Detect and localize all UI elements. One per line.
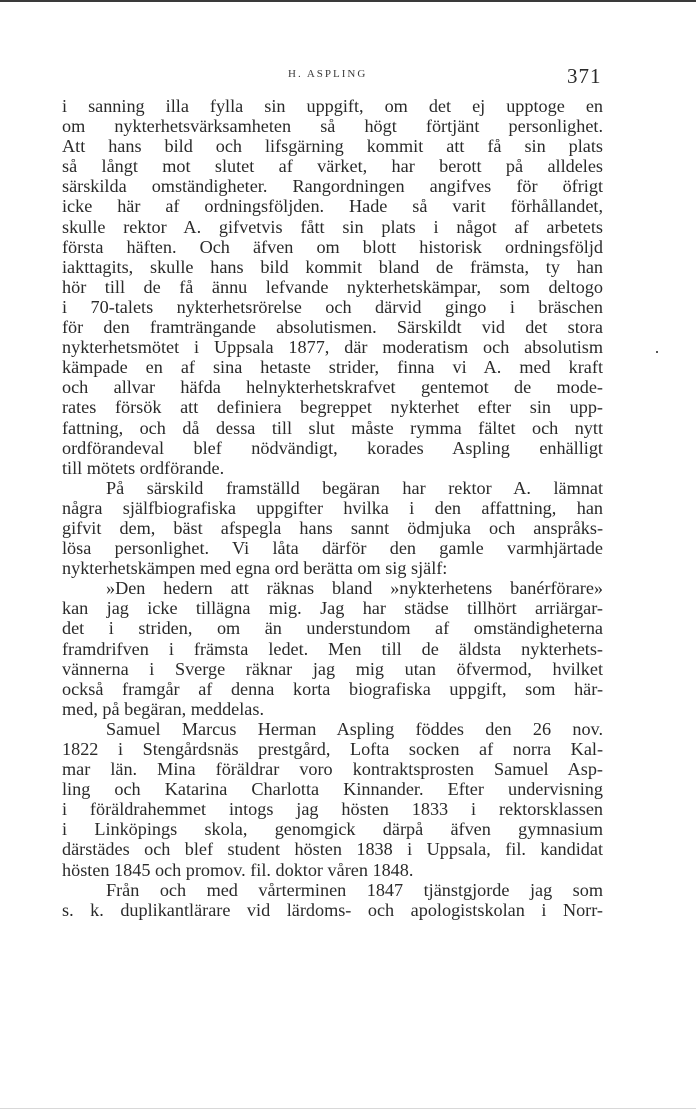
text-line: nykterhetsmötet i Uppsala 1877, där moderatism och absolutism (62, 337, 603, 358)
text-line: till mötets ordförande. (62, 457, 225, 478)
text-line: Från och med vårterminen 1847 tjänstgjorde jag som (106, 879, 603, 900)
text-line: mar län. Mina föräldrar voro kontraktsprosten Samuel Asp- (62, 759, 603, 780)
text-line: i sanning illa fylla sin uppgift, om det ej upptoge en (62, 96, 603, 116)
text-line: rates försök att definiera begreppet nykterhet efter sin upp- (62, 397, 603, 418)
text-line: hösten 1845 och promov. fil. doktor våren 1848. (62, 859, 414, 880)
text-line: kan jag icke tillägna mig. Jag har städse tillhört arriärgar- (62, 598, 603, 619)
text-line: i 70-talets nykterhetsrörelse och därvid gingo i bräschen (62, 296, 603, 317)
text-line: 1822 i Stengårdsnäs prestgård, Lofta socken af norra Kal- (62, 739, 603, 759)
page-number: 371 (567, 64, 602, 88)
text-line: i Linköpings skola, genomgick därpå äfven gymnasium (62, 819, 603, 840)
text-line: Samuel Marcus Herman Aspling föddes den 26 nov. (106, 718, 603, 739)
text-line: också framgår af denna korta biografiska uppgift, som här- (62, 678, 603, 699)
text-line: några själfbiografiska uppgifter hvilka i den affattning, han (62, 497, 603, 518)
text-line: framdrifven i främsta ledet. Men till de äldsta nykterhets- (62, 638, 603, 659)
text-line: gifvit dem, bäst afspegla hans sannt ödmjuka och anspråks- (62, 517, 603, 538)
top-edge-rule (0, 0, 696, 2)
text-line: hör till de få ännu lefvande nykterhetskämpar, som deltogo (62, 276, 603, 297)
running-head (0, 64, 696, 92)
text-line: med, på begäran, meddelas. (62, 698, 264, 719)
text-line: skulle rektor A. gifvetvis fått sin plats i något af arbetets (62, 216, 603, 237)
text-line: vännerna i Sverge räknar jag mig utan öfvermod, hvilket (62, 658, 603, 679)
running-title: H. ASPLING (288, 68, 368, 80)
text-line: och allvar häfda helnykterhetskrafvet gentemot de mode- (62, 377, 603, 398)
text-line: därstädes och blef student hösten 1838 i Uppsala, fil. kandidat (62, 839, 603, 860)
text-line: första häften. Och äfven om blott historisk ordningsföljd (62, 236, 603, 257)
ink-speck (656, 351, 658, 353)
text-line: om nykterhetsvärksamheten så högt förtjänt personlighet. (62, 116, 603, 137)
text-line: s. k. duplikantlärare vid lärdoms- och apologistskolan i Norr- (62, 899, 603, 920)
text-line: icke här af ordningsföljden. Hade så varit förhållandet, (62, 196, 603, 217)
text-line: ling och Katarina Charlotta Kinnander. Efter undervisning (62, 779, 603, 800)
text-line: Att hans bild och lifsgärning kommit att få sin plats (62, 136, 603, 157)
text-line: På särskild framställd begäran har rektor A. lämnat (106, 477, 603, 498)
text-line: »Den hedern att räknas bland »nykterhetens banérförare» (106, 578, 603, 599)
text-line: iakttagits, skulle hans bild kommit bland de främsta, ty han (62, 256, 603, 277)
text-line: kämpade en af sina hetaste strider, finna vi A. med kraft (62, 357, 603, 378)
body-text (62, 96, 603, 920)
text-line: det i striden, om än understundom af omständigheterna (62, 618, 603, 639)
text-line: i föräldrahemmet intogs jag hösten 1833 i rektorsklassen (62, 799, 603, 820)
text-line: ordförandeval blef nödvändigt, korades Aspling enhälligt (62, 437, 603, 458)
text-line: lösa personlighet. Vi låta därför den gamle varmhjärtade (62, 538, 603, 559)
text-line: fattning, och då dessa till slut måste rymma fältet och nytt (62, 417, 603, 438)
text-line: särskilda omständigheter. Rangordningen angifves för öfrigt (62, 176, 603, 197)
text-line: så långt mot slutet af värket, har berott på alldeles (62, 156, 603, 177)
text-line: nykterhetskämpen med egna ord berätta om sig själf: (62, 558, 448, 579)
text-line: för den framträngande absolutismen. Särskildt vid det stora (62, 317, 603, 338)
